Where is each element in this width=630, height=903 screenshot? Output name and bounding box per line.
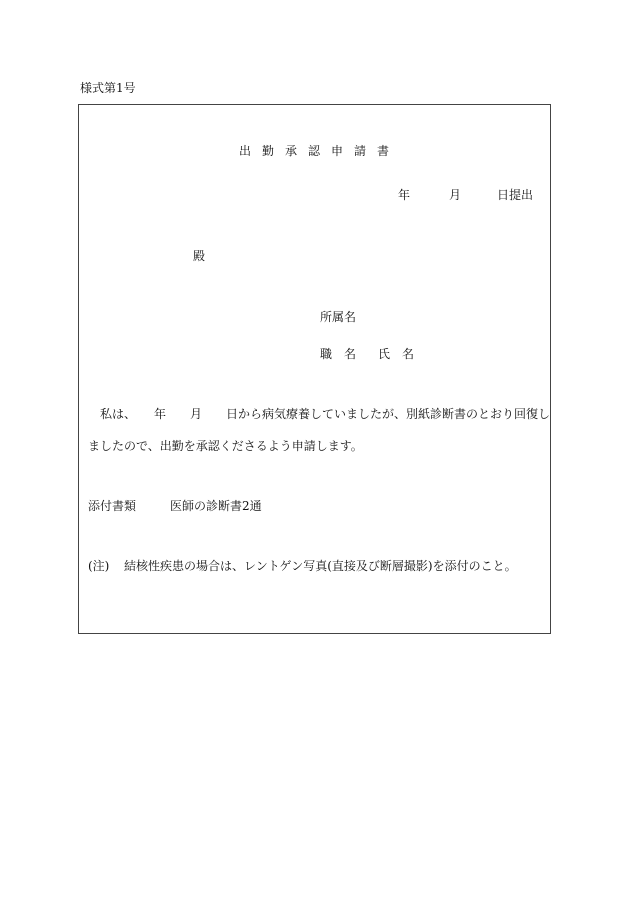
date-month-label: 月 (449, 188, 462, 202)
body-text-line-1: 私は、 年 月 日から病気療養していましたが、別紙診断書のとおり回復し (88, 407, 551, 421)
date-year-label: 年 (398, 188, 411, 202)
attachment-label: 添付書類 (88, 499, 137, 513)
document-title: 出勤承認申請書 (239, 144, 401, 158)
form-number: 様式第1号 (80, 81, 136, 95)
position-label: 職 名 (320, 347, 357, 361)
date-day-label: 日提出 (497, 188, 534, 202)
addressee-suffix: 殿 (193, 249, 206, 263)
note-label: (注) (88, 559, 110, 573)
note-text: 結核性疾患の場合は、レントゲン写真(直接及び断層撮影)を添付のこと。 (124, 559, 517, 573)
affiliation-label: 所属名 (320, 310, 357, 324)
name-label: 氏 名 (378, 347, 415, 361)
body-text-line-2: ましたので、出勤を承認くださるよう申請します。 (88, 439, 363, 453)
attachment-value: 医師の診断書2通 (170, 499, 262, 513)
application-form-frame (78, 104, 551, 634)
